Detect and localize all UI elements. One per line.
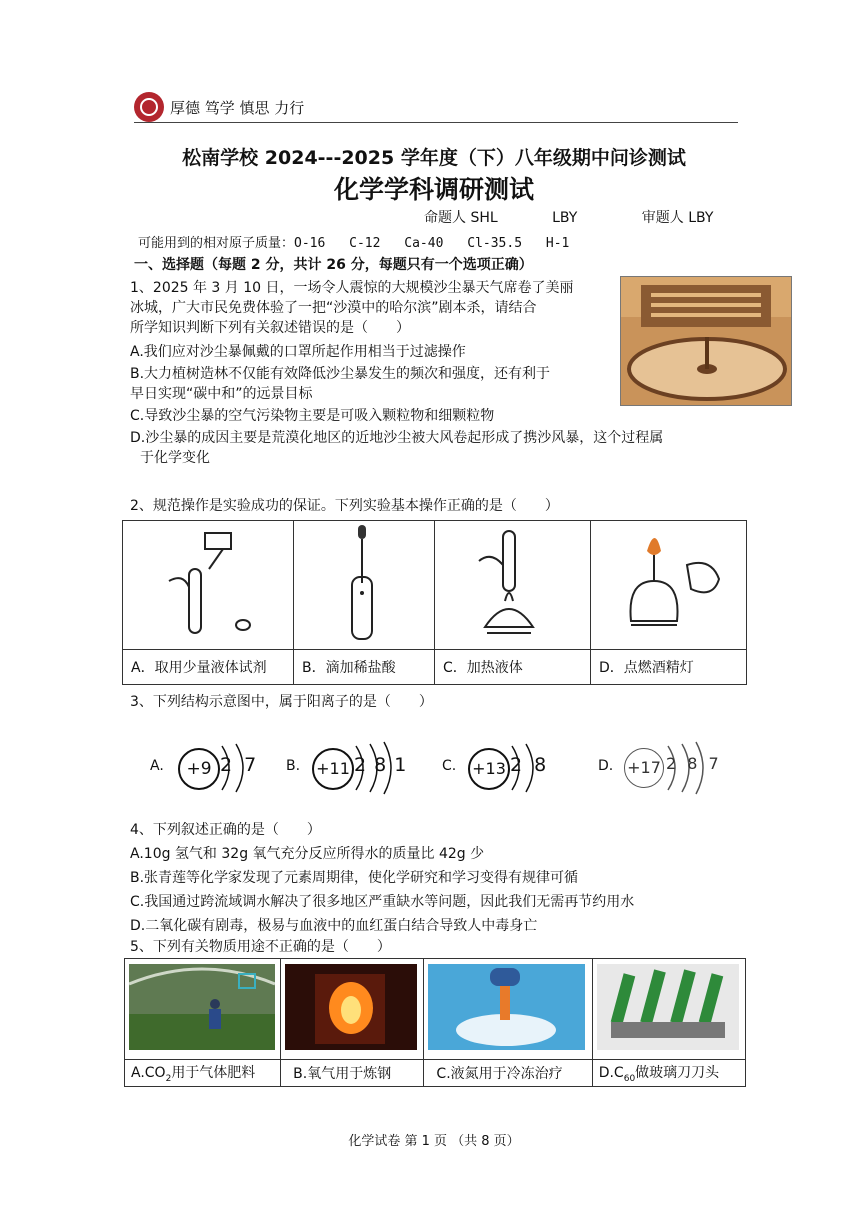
q5-d-pre: D.C	[598, 1065, 624, 1082]
q4-option-d: D.二氧化碳有剧毒，极易与血液中的血红蛋白结合导致人中毒身亡	[130, 918, 538, 934]
heat-liquid-icon	[435, 521, 590, 645]
q2-option-d: D．点燃酒精灯	[591, 650, 747, 685]
q5-c-pre: C.	[436, 1066, 451, 1082]
q3-nucleus-b: +11	[312, 748, 354, 790]
q5-image-c	[424, 959, 592, 1060]
q1-line: 冰城，广大市民免费体验了一把“沙漠中的哈尔滨”剧本杀，请结合	[130, 300, 537, 316]
mass-h: H-1	[545, 236, 570, 251]
q2-image-a	[123, 521, 294, 650]
glass-cutter-photo	[597, 964, 739, 1050]
q2-option-b: B．滴加稀盐酸	[294, 650, 435, 685]
alcohol-lamp-icon	[591, 521, 746, 645]
section-heading: 一、选择题（每题 2 分，共计 26 分，每题只有一个选项正确）	[134, 257, 533, 273]
q1-option-d: D.沙尘暴的成因主要是荒漠化地区的近地沙尘被大风卷起形成了携沙风暴，这个过程属	[130, 430, 664, 446]
q5-option-b	[281, 1060, 424, 1087]
motto-text: 厚德 笃学 慎思 力行	[170, 98, 305, 117]
q2-image-b	[294, 521, 435, 650]
setter: 命题人 SHL	[424, 210, 498, 226]
reviewer: 审题人 LBY	[641, 210, 714, 226]
exam-subject: 化学学科调研测试	[333, 175, 534, 204]
q3-letter-b: B.	[286, 758, 301, 774]
q5-b-pre: B.	[293, 1066, 308, 1082]
q3-letter-a: A.	[150, 758, 164, 774]
q5-image-b	[281, 959, 424, 1060]
q2-option-a: A．取用少量液体试剂	[123, 650, 294, 685]
greenhouse-photo	[129, 964, 275, 1050]
q5-image-a	[125, 959, 281, 1060]
school-logo-icon	[134, 92, 164, 122]
q5-d-post: 做玻璃刀刀头	[635, 1065, 720, 1082]
mass-cl: Cl-35.5	[467, 236, 523, 251]
header-divider	[134, 122, 738, 123]
page-footer: 化学试卷 第 1 页 （共 8 页）	[348, 1134, 520, 1149]
sandstorm-photo	[620, 276, 792, 406]
q4-option-a: A.10g 氢气和 32g 氧气充分反应所得水的质量比 42g 少	[130, 846, 485, 862]
q3-letter-c: C.	[442, 758, 457, 774]
setter2: LBY	[552, 210, 578, 226]
q3-diagrams	[150, 740, 750, 796]
mass-ca: Ca-40	[404, 236, 444, 251]
q3-nucleus-d: +17	[624, 748, 664, 788]
q5-options-table	[124, 958, 746, 1087]
q5-b-post: 氧气用于炼钢	[307, 1066, 392, 1082]
q5-image-d	[592, 959, 745, 1060]
q1-line: 1、2025 年 3 月 10 日，一场令人震惊的大规模沙尘暴天气席卷了美丽	[130, 280, 574, 296]
q5-a-pre: A.CO	[131, 1065, 166, 1082]
q3-nucleus-a: +9	[178, 748, 220, 790]
q5-d-sub: 60	[623, 1073, 636, 1084]
q1-option-c: C.导致沙尘暴的空气污染物主要是可吸入颗粒物和细颗粒物	[130, 408, 495, 424]
q3-shells-a: 2 7	[220, 754, 260, 776]
q1-option-d-cont: 于化学变化	[140, 450, 210, 466]
q1-option-b: B.大力植树造林不仅能有效降低沙尘暴发生的频次和强度，还有利于	[130, 366, 551, 382]
mass-o: 可能用到的相对原子质量：O-16	[138, 236, 326, 251]
q4-stem: 4、下列叙述正确的是（ ）	[130, 822, 321, 838]
q1-option-a: A.我们应对沙尘暴佩戴的口罩所起作用相当于过滤操作	[130, 344, 466, 360]
q2-stem: 2、规范操作是实验成功的保证。下列实验基本操作正确的是（ ）	[130, 498, 559, 514]
exam-title: 松南学校 2024---2025 学年度（下）八年级期中问诊测试	[182, 147, 686, 169]
q1-line: 所学知识判断下列有关叙述错误的是（ ）	[130, 320, 410, 336]
q3-shells-b: 2 8 1	[354, 754, 408, 776]
q3-nucleus-c: +13	[468, 748, 510, 790]
mass-c: C-12	[349, 236, 381, 251]
steelmaking-photo	[285, 964, 417, 1050]
q5-a-sub: 2	[165, 1073, 172, 1084]
q2-image-c	[435, 521, 591, 650]
question-1	[130, 278, 663, 468]
q2-options-table	[122, 520, 747, 685]
dropper-icon	[294, 521, 434, 645]
q5-a-post: 用于气体肥料	[171, 1065, 256, 1082]
q3-shells-c: 2 8	[510, 754, 550, 776]
pour-liquid-icon	[123, 521, 293, 645]
q2-image-d	[591, 521, 747, 650]
school-motto	[134, 92, 304, 122]
q5-c-post: 液氮用于冷冻治疗	[450, 1066, 563, 1082]
q2-option-c: C．加热液体	[435, 650, 591, 685]
q3-shells-d: 2 8 7	[666, 754, 722, 773]
question-4	[130, 820, 634, 936]
q3-stem: 3、下列结构示意图中，属于阳离子的是（ ）	[130, 694, 433, 710]
exam-authors	[424, 207, 723, 227]
q5-option-d	[592, 1060, 745, 1087]
q1-option-b-cont: 早日实现“碳中和”的远景目标	[130, 386, 313, 402]
q3-letter-d: D.	[598, 758, 614, 774]
q4-option-c: C.我国通过跨流域调水解决了很多地区严重缺水等问题，因此我们无需再节约用水	[130, 894, 635, 910]
q5-stem: 5、下列有关物质用途不正确的是（ ）	[130, 939, 391, 955]
q5-option-c	[424, 1060, 592, 1087]
liquid-nitrogen-photo	[428, 964, 585, 1050]
q4-option-b: B.张青莲等化学家发现了元素周期律，使化学研究和学习变得有规律可循	[130, 870, 579, 886]
atomic-masses	[138, 232, 585, 251]
q5-option-a	[125, 1060, 281, 1087]
